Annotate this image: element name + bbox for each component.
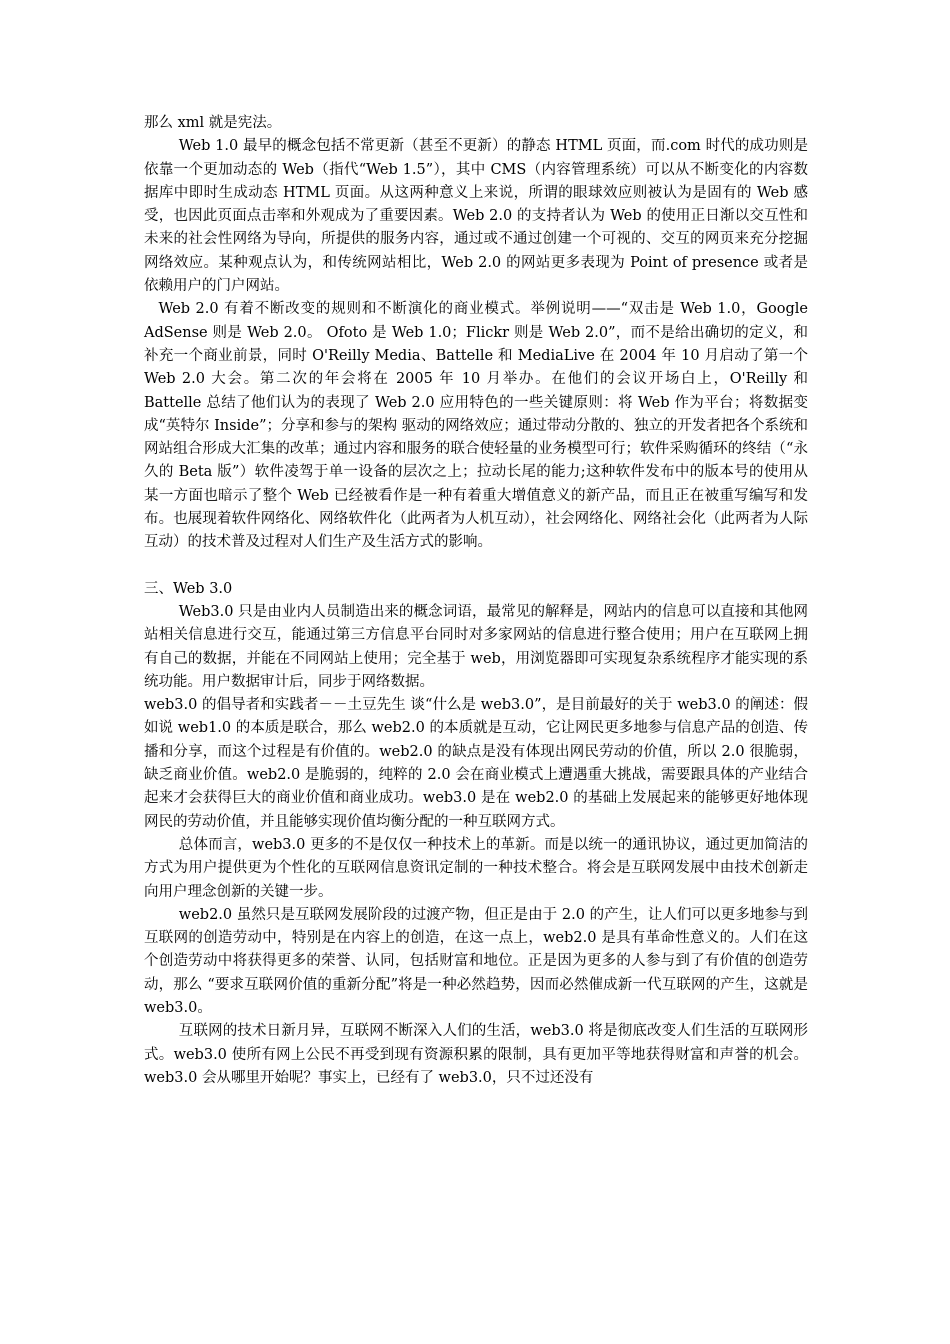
paragraph-spacer xyxy=(144,555,808,578)
paragraph-web3-advocate: web3.0 的倡导者和实践者－－土豆先生 谈“什么是 web3.0”，是目前最好的关于 web3.0 的阐述：假如说 web1.0 的本质是联合，那么 web2.0 的本质就是互动，它让网民更多地参与信息产品的创造、传播和分享，而这个过程是有价值的。web2.0 的缺点是没有体现出网民劳动的价值，所以 2.0 很脆弱，缺乏商业价值。web2.0 是脆弱的，纯粹的 2.0 会在商业模式上遭遇重大挑战，需要跟具体的产业结合起来才会获得巨大的商业价值和商业成功。web3.0 是在 web2.0 的基础上发展起来的能够更好地体现网民的劳动价值，并且能够实现价值均衡分配的一种互联网方式。 xyxy=(144,697,808,830)
paragraph-web2-rules: Web 2.0 有着不断改变的规则和不断演化的商业模式。举例说明——“双击是 Web 1.0，Google AdSense 则是 Web 2.0。 Ofoto 是 Web 1.0；Flickr 则是 Web 2.0”，而不是给出确切的定义，和补充一个商业前景，同时 O'Reilly Media、Battelle 和 MediaLive 在 2004 年 10 月启动了第一个 Web 2.0 大会。第二次的年会将在 2005 年 10 月举办。在他们的会议开场白上，O'Reilly 和 Battelle 总结了他们认为的表现了 Web 2.0 应用特色的一些关键原则：将 Web 作为平台；将数据变成“英特尔 Inside”；分享和参与的架构 驱动的网络效应；通过带动分散的、独立的开发者把各个系统和网站组合形成大汇集的改革；通过内容和服务的联合使轻量的业务模型可行；软件采购循环的终结（“永久的 Beta 版”）软件凌驾于单一设备的层次之上；拉动长尾的能力;这种软件发布中的版本号的使用从某一方面也暗示了整个 Web 已经被看作是一种有着重大增值意义的新产品，而且正在被重写编写和发布。也展现着软件网络化、网络软件化（此两者为人机互动），社会网络化、网络社会化（此两者为人际互动）的技术普及过程对人们生产及生活方式的影响。 xyxy=(144,301,808,551)
document-page xyxy=(144,112,808,1090)
paragraph-web3-future: 互联网的技术日新月异，互联网不断深入人们的生活，web3.0 将是彻底改变人们生活的互联网形式。web3.0 使所有网上公民不再受到现有资源积累的限制，具有更加平等地获得财富和声誉的机会。web3.0 会从哪里开始呢？事实上，已经有了 web3.0，只不过还没有 xyxy=(144,1023,808,1086)
paragraph-web3-definition: Web3.0 只是由业内人员制造出来的概念词语，最常见的解释是，网站内的信息可以直接和其他网站相关信息进行交互，能通过第三方信息平台同时对多家网站的信息进行整合使用；用户在互联网上拥有自己的数据，并能在不同网站上使用；完全基于 web，用浏览器即可实现复杂系统程序才能实现的系统功能。用户数据审计后，同步于网络数据。 xyxy=(144,603,808,690)
paragraph-xml-constitution: 那么 xml 就是宪法。 xyxy=(144,115,282,131)
paragraph-web1-concept: Web 1.0 最早的概念包括不常更新（甚至不更新）的静态 HTML 页面，而.com 时代的成功则是依靠一个更加动态的 Web（指代“Web 1.5”），其中 CMS（内容管理系统）可以从不断变化的内容数据库中即时生成动态 HTML 页面。从这两种意义上来说，所谓的眼球效应则被认为是固有的 Web 感受，也因此页面点击率和外观成为了重要因素。Web 2.0 的支持者认为 Web 的使用正日渐以交互性和未来的社会性网络为导向，所提供的服务内容，通过或不通过创建一个可视的、交互的网页来充分挖掘网络效应。某种观点认为，和传统网站相比，Web 2.0 的网站更多表现为 Point of presence 或者是依赖用户的门户网站。 xyxy=(144,138,808,295)
paragraph-web3-overall: 总体而言，web3.0 更多的不是仅仅一种技术上的革新。而是以统一的通讯协议，通过更加简洁的方式为用户提供更为个性化的互联网信息资讯定制的一种技术整合。将会是互联网发展中由技术创新走向用户理念创新的关键一步。 xyxy=(144,836,808,900)
section-heading-web3: 三、Web 3.0 xyxy=(144,580,233,597)
paragraph-web2-transition: web2.0 虽然只是互联网发展阶段的过渡产物，但正是由于 2.0 的产生，让人们可以更多地参与到互联网的创造劳动中，特别是在内容上的创造，在这一点上，web2.0 是具有革命性意义的。人们在这个创造劳动中将获得更多的荣誉、认同，包括财富和地位。正是因为更多的人参与到了有价值的创造劳动，那么 “要求互联网价值的重新分配”将是一种必然趋势，因而必然催成新一代互联网的产生，这就是 web3.0。 xyxy=(144,906,808,1016)
